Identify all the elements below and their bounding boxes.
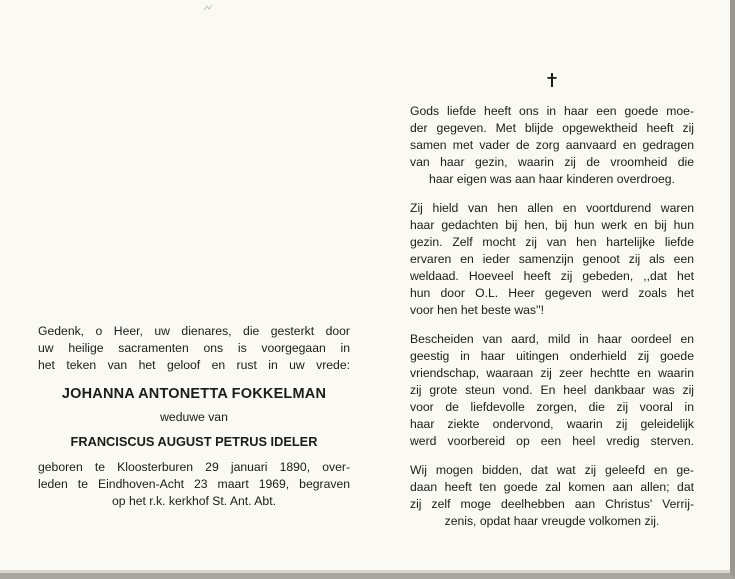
- cross-icon: [542, 70, 562, 90]
- text-line: van haar gezin, waarin zij de vroomheid die: [410, 155, 694, 169]
- deceased-name: JOHANNA ANTONETTA FOKKELMAN: [61, 386, 327, 402]
- text-line: zij grote steun vond. En heel dankbaar was zij: [410, 383, 694, 397]
- text-line: zij zelf moge deelhebben aan Christus' Verrij-: [410, 497, 694, 511]
- prayer-line: uw heilige sacramenten ons is voorgegaan in: [38, 341, 350, 355]
- paragraph-family: [410, 200, 694, 319]
- widow-of-label: weduwe van: [160, 410, 228, 424]
- life-dates: [38, 459, 350, 510]
- text-line: voor de liefdevolle zorgen, die zij vooral in: [410, 400, 694, 414]
- text-line: werd voorbereid op een heel vredig sterven.: [410, 434, 694, 448]
- paragraph-prayer: [410, 462, 694, 530]
- life-line: geboren te Kloosterburen 29 januari 1890, over-: [38, 460, 350, 474]
- prayer-line: het teken van het geloof en rust in uw vrede:: [38, 358, 350, 372]
- text-line: voor hen het beste was''!: [410, 303, 545, 317]
- prayer-line: Gedenk, o Heer, uw dienares, die gesterkt door: [38, 324, 350, 338]
- text-line: Gods liefde heeft ons in haar een goede moe-: [410, 104, 694, 118]
- right-column: [410, 103, 694, 542]
- text-line: haar ziekte ondervond, waarin zij geleidelijk: [410, 417, 694, 431]
- life-line: leden te Eindhoven-Acht 23 maart 1969, begraven: [38, 477, 350, 491]
- prayer-text: [38, 323, 350, 374]
- card-edge: [0, 570, 730, 573]
- text-line: haar eigen was aan haar kinderen overdroeg.: [429, 172, 675, 186]
- ink-mark-icon: [203, 4, 213, 12]
- text-line: ervaren en ieder samenzijn genoot zij als een: [410, 252, 694, 266]
- text-line: samen met vader de zorg aanvaard en gedragen: [410, 138, 694, 152]
- text-line: zenis, opdat haar vreugde volkomen zij.: [444, 514, 660, 528]
- paragraph-love: [410, 103, 694, 188]
- text-line: daan heeft ten goede zal komen aan allen; dat: [410, 480, 694, 494]
- text-line: Wij mogen bidden, dat wat zij geleefd en ge-: [410, 463, 694, 477]
- text-line: der gegeven. Met blijde opgewektheid heeft zij: [410, 121, 694, 135]
- text-line: gezin. Zelf mocht zij van hen hartelijke liefde: [410, 235, 694, 249]
- text-line: Bescheiden van aard, mild in haar oordeel en: [410, 332, 694, 346]
- text-line: vriendschap, waaraan zij zeer hechtte en waarin: [410, 366, 694, 380]
- text-line: weldaad. Hoeveel heeft zij gebeden, ,,dat het: [410, 269, 694, 283]
- paragraph-character: [410, 331, 694, 450]
- text-line: hun door O.L. Heer gegeven werd zoals het: [410, 286, 694, 300]
- text-line: Zij hield van hen allen en voortdurend waren: [410, 201, 694, 215]
- life-line: op het r.k. kerkhof St. Ant. Abt.: [112, 494, 276, 508]
- husband-name: FRANCISCUS AUGUST PETRUS IDELER: [70, 434, 318, 449]
- text-line: geestig in haar uitingen onderhield zij goede: [410, 349, 694, 363]
- text-line: haar gedachten bij hen, bij hun werk en bij hun: [410, 218, 694, 232]
- left-column: [38, 323, 350, 510]
